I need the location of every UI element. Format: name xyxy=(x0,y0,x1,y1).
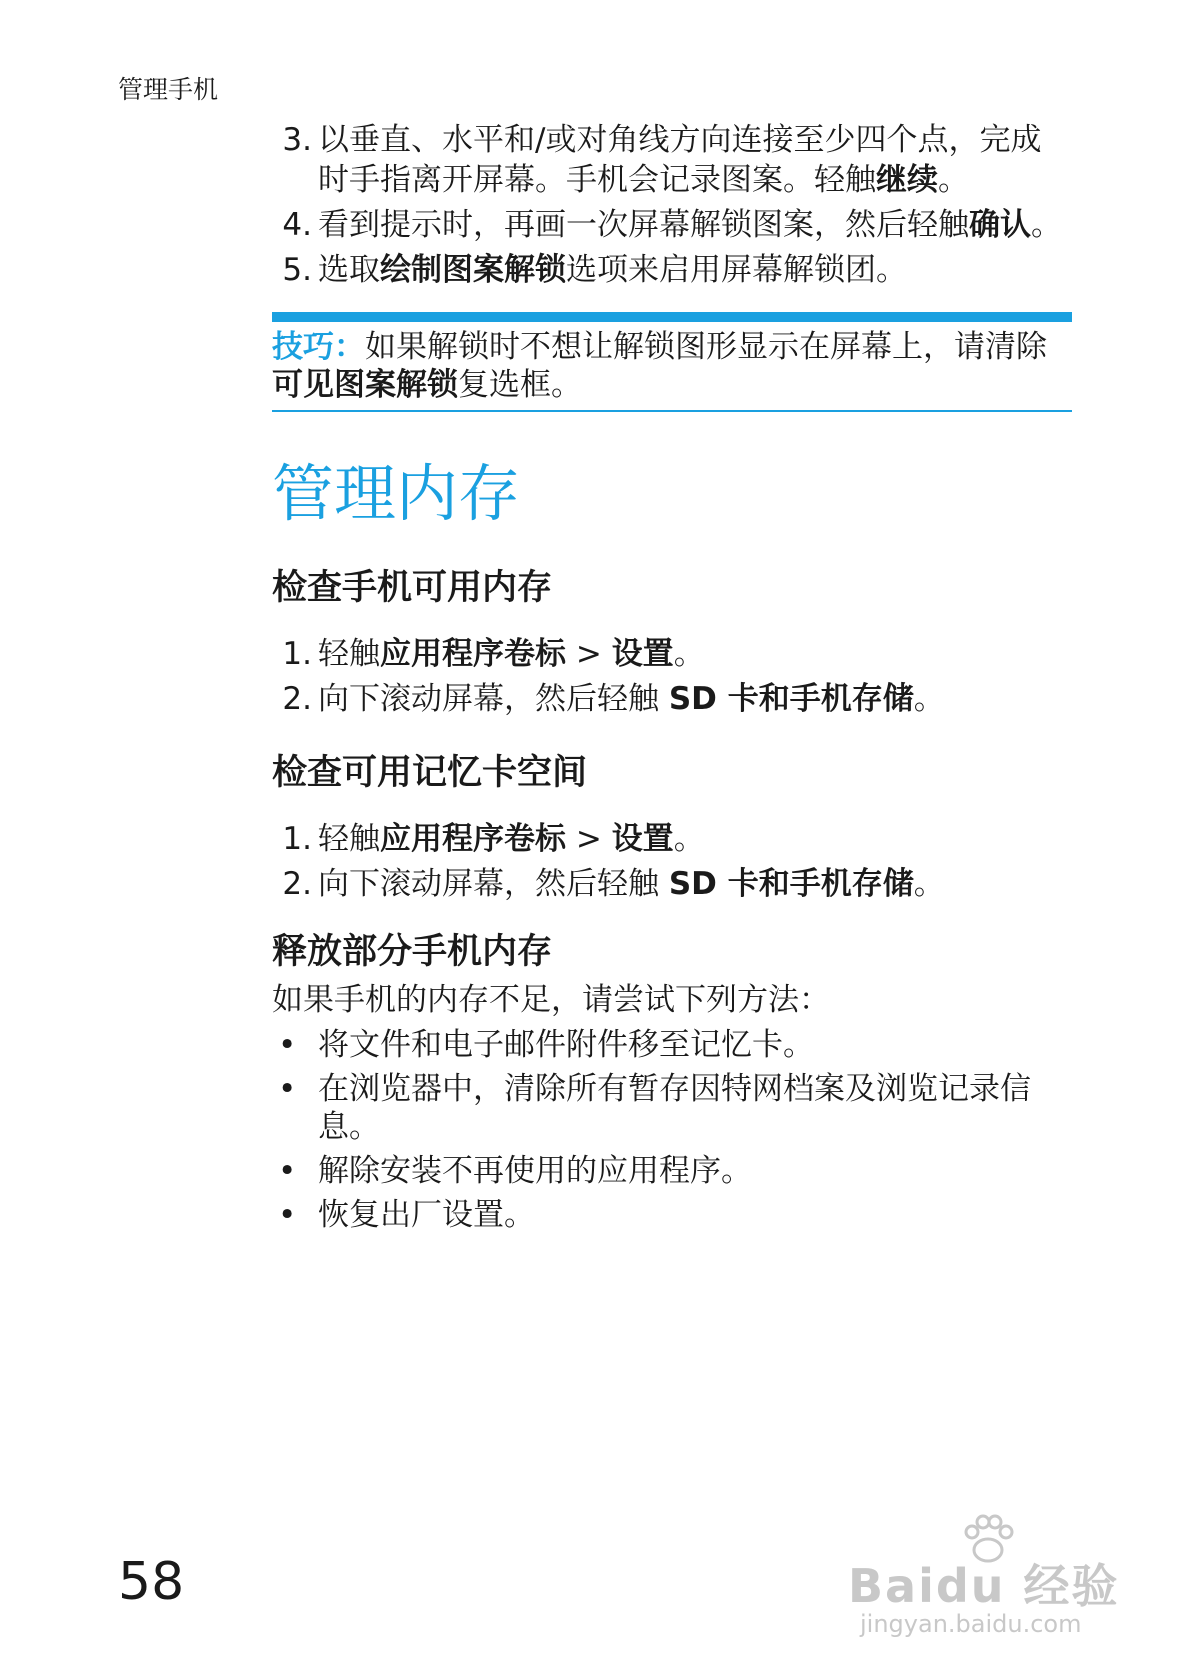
list-item-text: 恢复出厂设置。 xyxy=(318,1197,535,1233)
step-text-end: 。 xyxy=(673,636,705,672)
tip-text: 如果解锁时不想让解锁图形显示在屏幕上，请清除 xyxy=(365,329,1047,365)
bullet-icon: • xyxy=(278,1071,297,1107)
bullet-icon: • xyxy=(278,1027,297,1063)
list-item-text: 解除安装不再使用的应用程序。 xyxy=(318,1153,752,1189)
step-number: 1. xyxy=(282,636,312,672)
watermark-brand: Baidu 经验 xyxy=(848,1559,1120,1613)
list-item xyxy=(272,1070,1072,1146)
step-text-bold: 应用程序卷标 xyxy=(380,821,566,857)
step-text xyxy=(318,864,1072,904)
step-text-end: 。 xyxy=(1031,207,1062,243)
step-1 xyxy=(272,819,1072,859)
baidu-watermark xyxy=(848,1510,1128,1640)
page-content xyxy=(272,120,1072,1234)
tip-label: 技巧： xyxy=(272,329,365,365)
tip-bold: 可见图案解锁 xyxy=(272,367,458,403)
steps-check-card-space xyxy=(272,819,1072,904)
step-1 xyxy=(272,634,1072,674)
step-text-bold: 继续 xyxy=(876,162,938,198)
bullet-icon: • xyxy=(278,1197,297,1233)
step-text xyxy=(318,120,1072,200)
step-2 xyxy=(272,679,1072,719)
step-text-end: 。 xyxy=(938,162,969,198)
step-text-bold: 应用程序卷标 xyxy=(380,636,566,672)
bullet-icon: • xyxy=(278,1153,297,1189)
list-item-text: 将文件和电子邮件附件移至记忆卡。 xyxy=(318,1027,814,1063)
step-text-plain: 轻触 xyxy=(318,636,380,672)
watermark-url: jingyan.baidu.com xyxy=(860,1610,1082,1638)
step-text-plain: 轻触 xyxy=(318,821,380,857)
step-number: 1. xyxy=(282,821,312,857)
step-text-end: 。 xyxy=(673,821,705,857)
step-text-bold-2: 设置 xyxy=(611,821,674,857)
intro-text: 如果手机的内存不足，请尝试下列方法： xyxy=(272,982,830,1018)
step-2 xyxy=(272,864,1072,904)
step-text-bold: 确认 xyxy=(969,207,1031,243)
step-number: 2. xyxy=(282,681,312,717)
steps-check-phone-memory xyxy=(272,634,1072,719)
step-text xyxy=(318,679,1072,719)
step-text-bold: SD 卡和手机存储 xyxy=(668,681,914,717)
step-text xyxy=(318,250,1072,290)
step-text xyxy=(318,205,1072,245)
sub-heading-check-card-space: 检查可用记忆卡空间 xyxy=(272,753,588,793)
tip-box xyxy=(272,312,1072,412)
step-text-plain: 向下滚动屏幕，然后轻触 xyxy=(318,681,669,717)
step-text-bold-2: 设置 xyxy=(611,636,674,672)
step-text-separator: > xyxy=(566,821,612,857)
step-text xyxy=(318,634,1072,674)
step-text-plain: 选取 xyxy=(318,252,380,288)
sub-heading-free-memory: 释放部分手机内存 xyxy=(272,932,553,972)
step-text-plain: 向下滚动屏幕，然后轻触 xyxy=(318,866,669,902)
step-text-separator: > xyxy=(566,636,612,672)
list-item-text: 在浏览器中，清除所有暂存因特网档案及浏览记录信息。 xyxy=(318,1071,1031,1145)
step-3 xyxy=(272,120,1072,200)
bullet-list xyxy=(272,1026,1072,1234)
list-item xyxy=(272,1196,1072,1234)
step-4 xyxy=(272,205,1072,245)
page-number: 58 xyxy=(118,1552,185,1612)
step-text-plain: 以垂直、水平和/或对角线方向连接至少四个点，完成时手指离开屏幕。手机会记录图案。轻触 xyxy=(318,122,1042,198)
step-number: 2. xyxy=(282,866,312,902)
step-text-bold: 绘制图案解锁 xyxy=(380,252,566,288)
step-text-end: 。 xyxy=(913,681,945,717)
list-item xyxy=(272,1026,1072,1064)
section-title: 管理内存 xyxy=(272,457,521,530)
step-text xyxy=(318,819,1072,859)
step-number: 3. xyxy=(282,122,312,158)
step-text-end: 选项来启用屏幕解锁团。 xyxy=(566,252,907,288)
step-text-plain: 看到提示时，再画一次屏幕解锁图案，然后轻触 xyxy=(318,207,969,243)
step-number: 4. xyxy=(282,207,312,243)
sub-heading-check-phone-memory: 检查手机可用内存 xyxy=(272,568,553,608)
list-item xyxy=(272,1152,1072,1190)
step-text-end: 。 xyxy=(913,866,945,902)
step-number: 5. xyxy=(282,252,312,288)
tip-text-end: 复选框。 xyxy=(458,367,582,403)
step-text-bold: SD 卡和手机存储 xyxy=(668,866,914,902)
running-head: 管理手机 xyxy=(118,75,219,104)
step-5 xyxy=(272,250,1072,290)
